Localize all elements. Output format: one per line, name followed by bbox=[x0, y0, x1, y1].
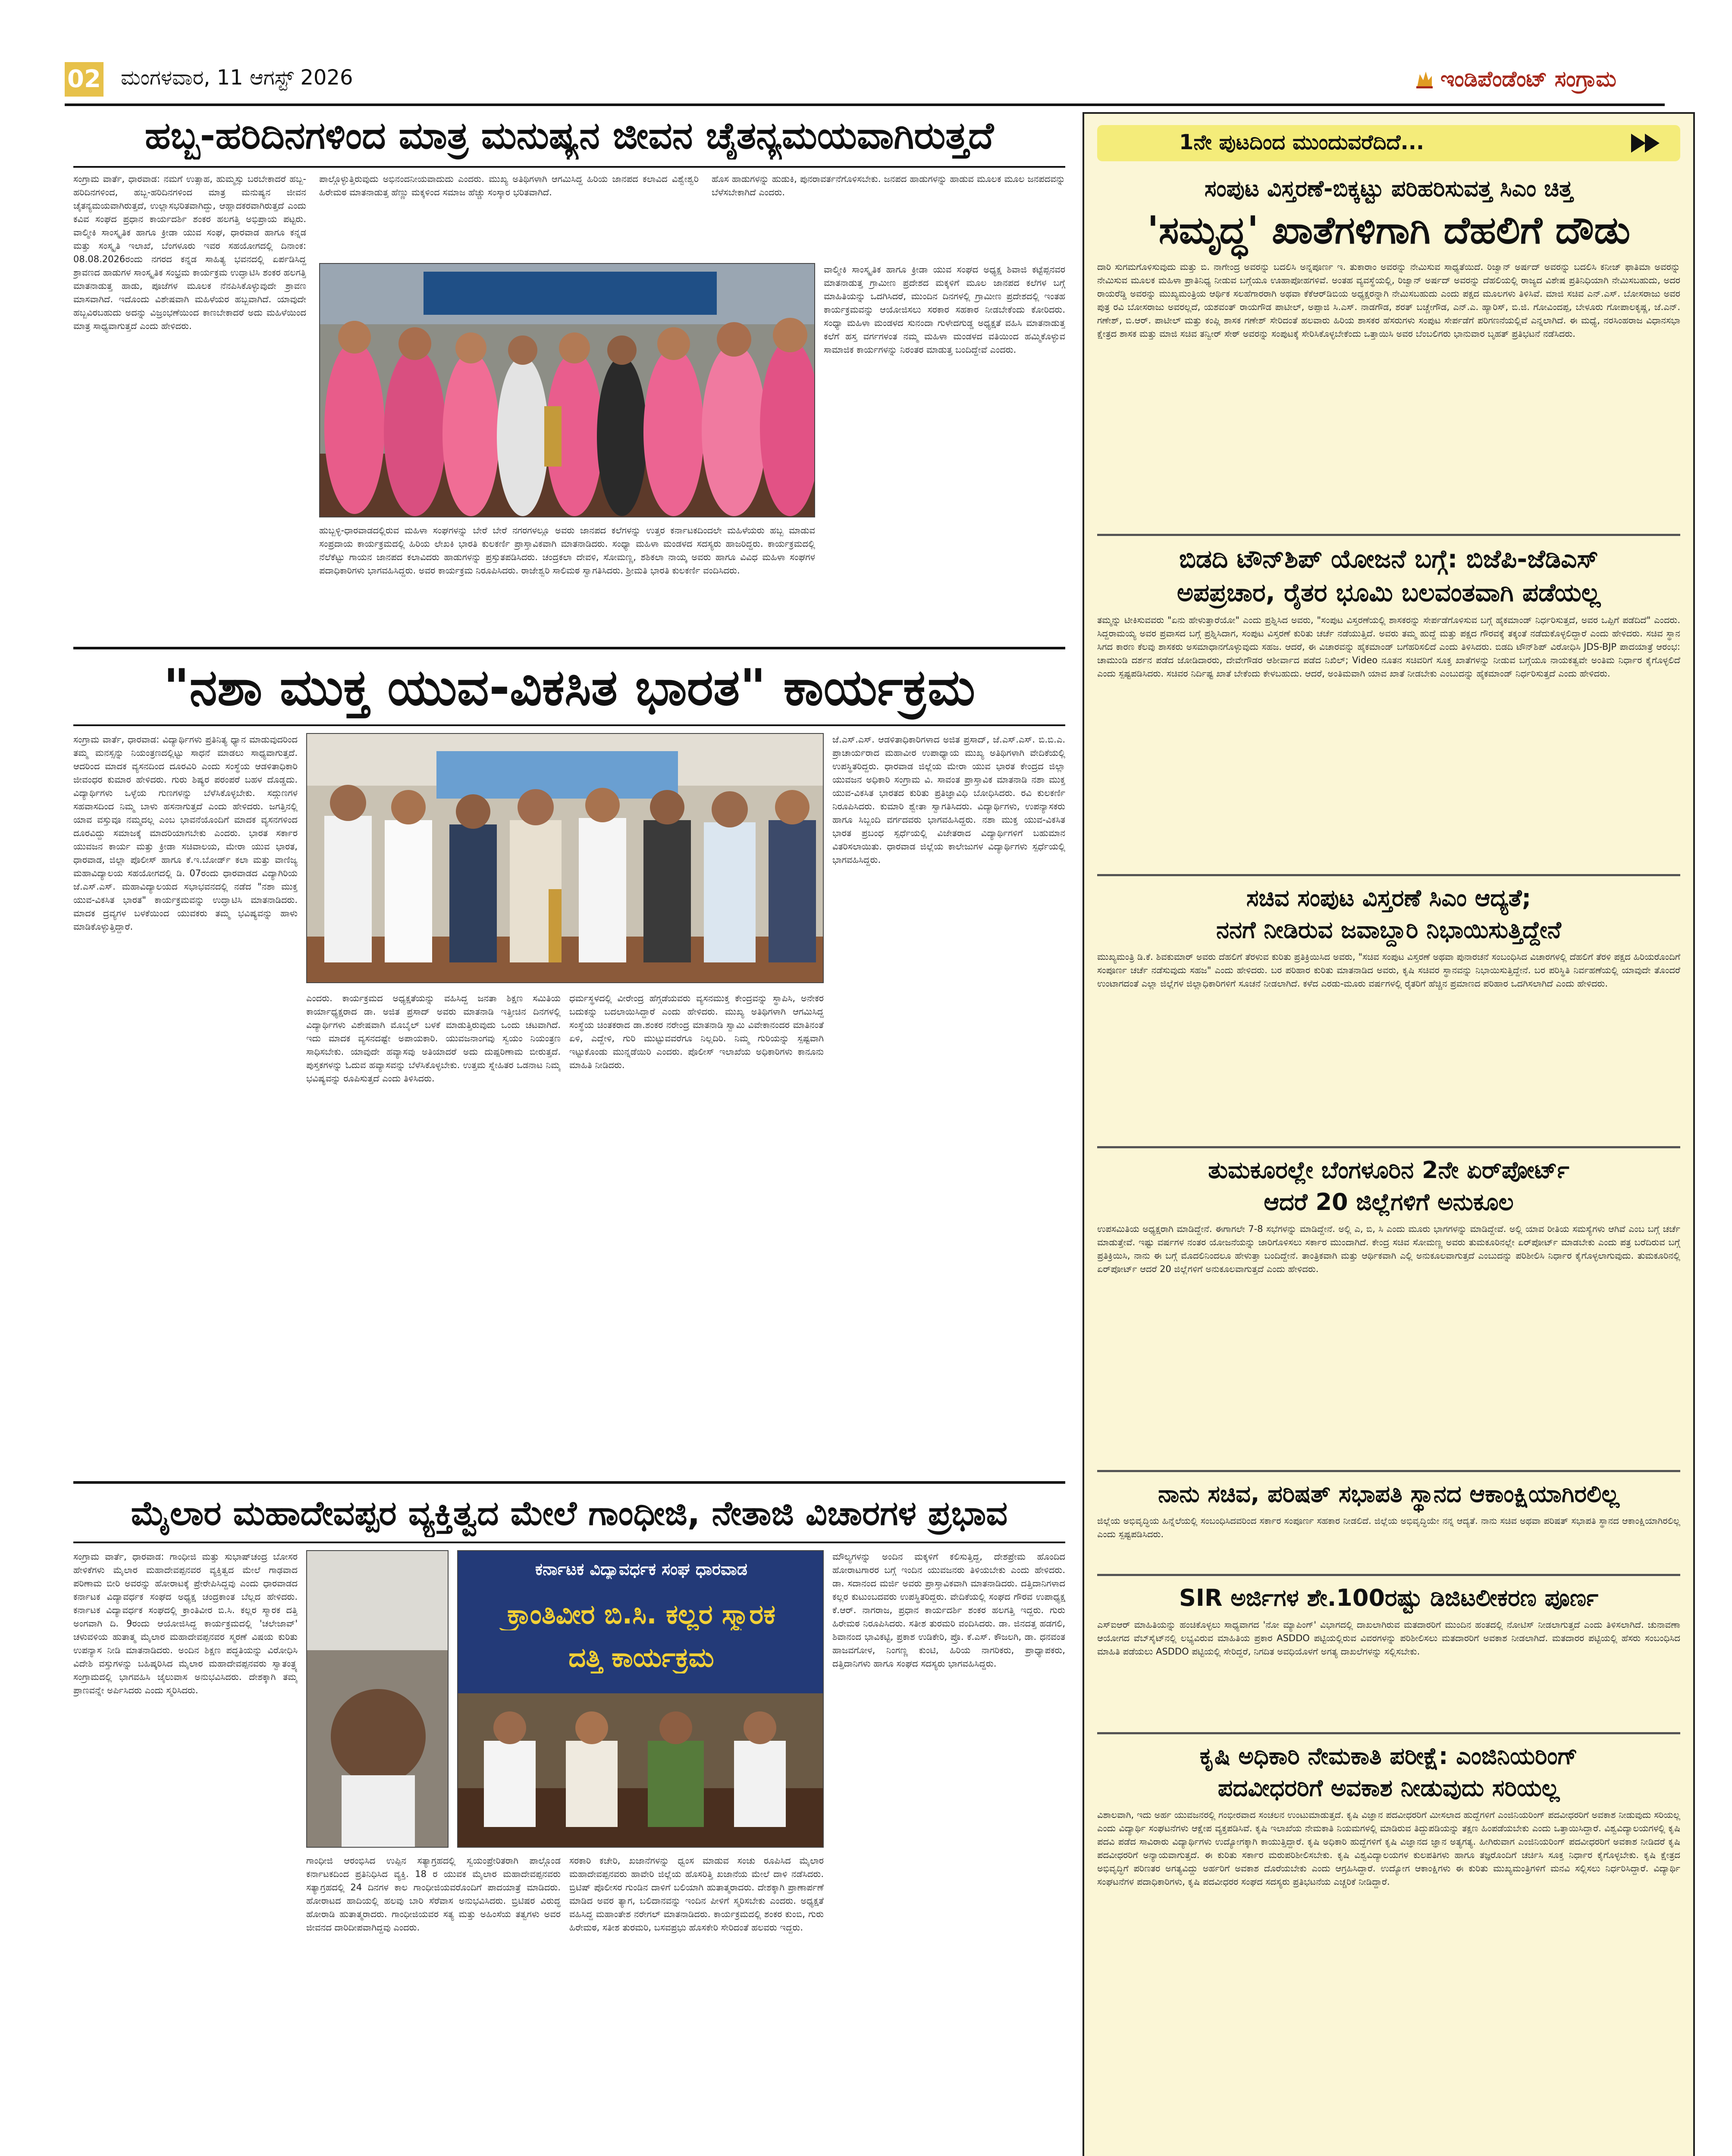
right-divider-6 bbox=[1097, 1732, 1680, 1734]
continue-arrow-icon bbox=[1628, 131, 1663, 157]
right-b5: ಜಿಲ್ಲೆಯ ಅಭಿವೃದ್ಧಿಯ ಹಿನ್ನೆಲೆಯಲ್ಲಿ ಸಂಬಂಧಿಸಿದವರಿಂದ ಸರ್ಕಾರ ಸಂಪೂರ್ಣ ಸಹಕಾರ ನೀಡಲಿದೆ. ಜಿಲ್ಲೆಯ ಅಭಿವೃದ್ಧಿಯೇ ನನ್ನ ಆದ್ಯತೆ. ನಾನು ಸಚಿವ ಅಥವಾ ಪರಿಷತ್ ಸಭಾಪತಿ ಸ್ಥಾನದ ಆಕಾಂಕ್ಷಿಯಾಗಿರಲಿಲ್ಲ ಎಂದು ಸ್ಪಷ್ಟಪಡಿಸಿದರು. bbox=[1097, 1516, 1680, 1539]
right-h7a: ಕೃಷಿ ಅಧಿಕಾರಿ ನೇಮಕಾತಿ ಪರೀಕ್ಷೆ: ಎಂಜಿನಿಯರಿಂಗ್ bbox=[1199, 1742, 1578, 1770]
right-h3a: ಸಚಿವ ಸಂಪುಟ ವಿಸ್ತರಣೆ ಸಿಎಂ ಆದ್ಯತೆ; bbox=[1246, 884, 1531, 912]
story2-col3: ಧರ್ಮಸ್ಥಳದಲ್ಲಿ ವೀರೇಂದ್ರ ಹೆಗ್ಗಡೆಯವರು ವ್ಯಸನಮುಕ್ತ ಕೇಂದ್ರವನ್ನು ಸ್ಥಾಪಿಸಿ, ಅನೇಕರ ಬದುಕನ್ನು ಬದಲಾಯಿಸಿದ್ದಾರೆ ಎಂದು ಹೇಳಿದರು. ಮುಖ್ಯ ಅತಿಥಿಗಳಾಗಿ ಆಗಮಿಸಿದ್ದ ಸಂಸ್ಥೆಯ ಚಿಂತಕರಾದ ಡಾ.ಶಂಕರ ನರೇಂದ್ರ ಮಾತನಾಡಿ ಸ್ವಾಮಿ ವಿವೇಕಾನಂದರ ಮಾತಿನಂತೆ ಏಳಿ, ಎದ್ದೇಳಿ, ಗುರಿ ಮುಟ್ಟುವವರೆಗೂ ನಿಲ್ಲದಿರಿ. ನಿಮ್ಮ ಗುರಿಯನ್ನು ಸ್ಪಷ್ಟವಾಗಿ ಇಟ್ಟುಕೊಂಡು ಮುನ್ನಡೆಯಿರಿ ಎಂದರು. ಪೊಲೀಸ್ ಇಲಾಖೆಯ ಅಧಿಕಾರಿಗಳು ಕಾನೂನು ಮಾಹಿತಿ ನೀಡಿದರು. bbox=[569, 993, 824, 1070]
story2-col4: ಜೆ.ಎಸ್.ಎಸ್. ಆಡಳಿತಾಧಿಕಾರಿಗಳಾದ ಅಜಿತ ಪ್ರಸಾದ್, ಜೆ.ಎಸ್.ಎಸ್. ಬಿ.ಬಿ.ಎ. ಪ್ರಾಚಾರ್ಯರಾದ ಮಹಾವೀರ ಉಪಾಧ್ಯಾಯ ಮುಖ್ಯ ಅತಿಥಿಗಳಾಗಿ ವೇದಿಕೆಯಲ್ಲಿ ಉಪಸ್ಥಿತರಿದ್ದರು. ಧಾರವಾಡ ಜಿಲ್ಲೆಯ ಮೇರಾ ಯುವ ಭಾರತ ಕೇಂದ್ರದ ಜಿಲ್ಲಾ ಯುವಜನ ಅಧಿಕಾರಿ ಸಂಗ್ರಾಮ ವಿ. ಸಾವಂತ ಪ್ರಾಸ್ತಾವಿಕ ಮಾತನಾಡಿ ನಶಾ ಮುಕ್ತ ಯುವ-ವಿಕಸಿತ ಭಾರತದ ಕುರಿತು ಪ್ರತಿಜ್ಞಾವಿಧಿ ಬೋಧಿಸಿದರು. ರವಿ ಕುಲಕರ್ಣಿ ನಿರೂಪಿಸಿದರು. ಕುಮಾರಿ ಶ್ವೇತಾ ಸ್ವಾಗತಿಸಿದರು. ವಿದ್ಯಾರ್ಥಿಗಳು, ಉಪನ್ಯಾಸಕರು ಹಾಗೂ ಸಿಬ್ಬಂದಿ ವರ್ಗದವರು ಭಾಗವಹಿಸಿದ್ದರು. ನಶಾ ಮುಕ್ತ ಯುವ-ವಿಕಸಿತ ಭಾರತ ಪ್ರಬಂಧ ಸ್ಪರ್ಧೆಯಲ್ಲಿ ವಿಜೇತರಾದ ವಿದ್ಯಾರ್ಥಿಗಳಿಗೆ ಬಹುಮಾನ ವಿತರಿಸಲಾಯಿತು. ಧಾರವಾಡ ಜಿಲ್ಲೆಯ ಕಾಲೇಜುಗಳ ವಿದ್ಯಾರ್ಥಿಗಳು ಸ್ಪರ್ಧೆಯಲ್ಲಿ ಭಾಗವಹಿಸಿದ್ದರು. bbox=[832, 734, 1065, 865]
right-h7b: ಪದವೀಧರರಿಗೆ ಅವಕಾಶ ನೀಡುವುದು ಸರಿಯಲ್ಲ bbox=[1217, 1774, 1560, 1802]
right-h1a: ಸಂಪುಟ ವಿಸ್ತರಣೆ-ಬಿಕ್ಕಟ್ಟು ಪರಿಹರಿಸುವತ್ತ ಸಿಎಂ ಚಿತ್ತ bbox=[1204, 176, 1573, 202]
story1-headline: ಹಬ್ಬ-ಹರಿದಿನಗಳಿಂದ ಮಾತ್ರ ಮನುಷ್ಯನ ಜೀವನ ಚೈತನ್ಯಮಯವಾಗಿರುತ್ತದೆ bbox=[144, 114, 994, 157]
story2-col1: ಸಂಗ್ರಾಮ ವಾರ್ತೆ, ಧಾರವಾಡ: ವಿದ್ಯಾರ್ಥಿಗಳು ಪ್ರತಿನಿತ್ಯ ಧ್ಯಾನ ಮಾಡುವುದರಿಂದ ತಮ್ಮ ಮನಸ್ಸನ್ನು ನಿಯಂತ್ರಣದಲ್ಲಿಟ್ಟು ಸಾಧನೆ ಮಾಡಲು ಸಾಧ್ಯವಾಗುತ್ತದೆ. ಆದರಿಂದ ಮಾದಕ ವ್ಯಸನದಿಂದ ದೂರವಿರಿ ಎಂದು ಸಂಸ್ಥೆಯ ಆಡಳಿತಾಧಿಕಾರಿ ಜೀವಂಧರ ಕುಮಾರ ಹೇಳಿದರು. ಗುರು ಶಿಷ್ಯರ ಪರಂಪರೆ ಬಹಳ ದೊಡ್ಡದು. ವಿದ್ಯಾರ್ಥಿಗಳು ಒಳ್ಳೆಯ ಗುಣಗಳನ್ನು ಬೆಳೆಸಿಕೊಳ್ಳಬೇಕು. ಸದ್ಗುಣಗಳ ಸಹವಾಸದಿಂದ ನಿಮ್ಮ ಬಾಳು ಹಸನಾಗುತ್ತದೆ ಎಂದು ಹೇಳಿದರು. ಜಗತ್ತಿನಲ್ಲಿ ಯಾವ ವಸ್ತುವೂ ನಮ್ಮದಲ್ಲ ಎಂಬ ಭಾವನೆಯೊಂದಿಗೆ ಮಾದಕ ವ್ಯಸನಗಳಿಂದ ದೂರವಿದ್ದು ಸಮಾಜಕ್ಕೆ ಮಾದರಿಯಾಗಬೇಕು ಎಂದರು. ಭಾರತ ಸರ್ಕಾರ ಯುವಜನ ಕಾರ್ಯ ಮತ್ತು ಕ್ರೀಡಾ ಸಚಿವಾಲಯ, ಮೇರಾ ಯುವ ಭಾರತ, ಧಾರವಾಡ, ಜಿಲ್ಲಾ ಪೊಲೀಸ್ ಹಾಗೂ ಕೆ.ಇ.ಬೋರ್ಡ್ ಕಲಾ ಮತ್ತು ವಾಣಿಜ್ಯ ಮಹಾವಿದ್ಯಾಲಯ ಸಹಯೋಗದಲ್ಲಿ ಡಿ. 07ರಂದು ಧಾರವಾಡದ ವಿದ್ಯಾಗಿರಿಯ ಜೆ.ಎಸ್.ಎಸ್. ಮಹಾವಿದ್ಯಾಲಯದ ಸಭಾಭವನದಲ್ಲಿ ನಡೆದ "ನಶಾ ಮುಕ್ತ ಯುವ-ವಿಕಸಿತ ಭಾರತ" ಕಾರ್ಯಕ್ರಮವನ್ನು ಉದ್ಘಾಟಿಸಿ ಮಾತನಾಡಿದರು. ಮಾದಕ ದ್ರವ್ಯಗಳ ಬಳಕೆಯಿಂದ ಯುವಕರು ತಮ್ಮ ಭವಿಷ್ಯವನ್ನು ಹಾಳು ಮಾಡಿಕೊಳ್ಳುತ್ತಿದ್ದಾರೆ. bbox=[73, 734, 298, 932]
right-b4: ಉಪಸಮಿತಿಯ ಅಧ್ಯಕ್ಷರಾಗಿ ಮಾಡಿದ್ದೇನೆ. ಈಗಾಗಲೇ 7-8 ಸಭೆಗಳನ್ನು ಮಾಡಿದ್ದೇನೆ. ಅಲ್ಲಿ ಎ, ಬಿ, ಸಿ ಎಂದು ಮೂರು ಭಾಗಗಳನ್ನು ಮಾಡಿದ್ದೇವೆ. ಅಲ್ಲಿ ಯಾವ ರೀತಿಯ ಸಮಸ್ಯೆಗಳು ಆಗಿವೆ ಎಂಬ ಬಗ್ಗೆ ಚರ್ಚೆ ಮಾಡುತ್ತೇವೆ. ಇಷ್ಟು ವರ್ಷಗಳ ನಂತರ ಯೋಜನೆಯನ್ನು ಜಾರಿಗೊಳಿಸಲು ಸರ್ಕಾರ ಮುಂದಾಗಿದೆ. ಕೇಂದ್ರ ಸಚಿವ ಸೋಮಣ್ಣ ಅವರು ತುಮಕೂರಿನಲ್ಲೇ ಏರ್‌ಪೋರ್ಟ್ ಮಾಡಬೇಕು ಎಂದು ಪತ್ರ ಬರೆದಿರುವ ಬಗ್ಗೆ ಪ್ರತಿಕ್ರಿಯಿಸಿ, ನಾನು ಈ ಬಗ್ಗೆ ಮೊದಲಿನಿಂದಲೂ ಹೇಳುತ್ತಾ ಬಂದಿದ್ದೇನೆ. ತಾಂತ್ರಿಕವಾಗಿ ಮತ್ತು ಆರ್ಥಿಕವಾಗಿ ಎಲ್ಲಿ ಅನುಕೂಲವಾಗುತ್ತದೆ ಎಂಬುದನ್ನು ಪರಿಶೀಲಿಸಿ ನಿರ್ಧಾರ ಕೈಗೊಳ್ಳಲಾಗುವುದು. ತುಮಕೂರಿನಲ್ಲಿ ಏರ್‌ಪೋರ್ಟ್ ಆದರೆ 20 ಜಿಲ್ಲೆಗಳಿಗೆ ಅನುಕೂಲವಾಗುತ್ತದೆ ಎಂದು ಹೇಳಿದರು. bbox=[1097, 1224, 1680, 1274]
right-divider-2 bbox=[1097, 874, 1680, 876]
right-divider-3 bbox=[1097, 1146, 1680, 1148]
story1-right-col: ವಾಲ್ಮೀಕಿ ಸಾಂಸ್ಕೃತಿಕ ಹಾಗೂ ಕ್ರೀಡಾ ಯುವ ಸಂಘದ ಅಧ್ಯಕ್ಷ ಶಿವಾಜಿ ಕಟ್ಟೆಪ್ಪನವರ ಮಾತನಾಡುತ್ತ ಗ್ರಾಮೀಣ ಪ್ರದೇಶದ ಮಕ್ಕಳಿಗೆ ಮೂಲ ಜಾನಪದ ಕಲೆಗಳ ಬಗ್ಗೆ ಮಾಹಿತಿಯನ್ನು ಒದಗಿಸಿದರೆ, ಮುಂದಿನ ದಿನಗಳಲ್ಲಿ ಗ್ರಾಮೀಣ ಪ್ರದೇಶದಲ್ಲಿ ಇಂತಹ ಕಾರ್ಯಕ್ರಮವನ್ನು ಆಯೋಜಿಸಲು ಸರಕಾರ ಸಹಕಾರ ನೀಡಬೇಕೆಂದು ಕೋರಿದರು. ಸಂಧ್ಯಾ ಮಹಿಳಾ ಮಂಡಳದ ಸುನಂದಾ ಗುಳೇದಗುಡ್ಡ ಅಧ್ಯಕ್ಷತೆ ವಹಿಸಿ ಮಾತನಾಡುತ್ತ ಕಲೆಗೆ ಹಸ್ತ ವರ್ಗಗಳಂತ ನಮ್ಮ ಮಹಿಳಾ ಮಂಡಳದ ವತಿಯಿಂದ ಹಮ್ಮಿಕೊಳ್ಳುವ ಸಾಮಾಜಿಕ ಕಾರ್ಯಗಳನ್ನು ನಿರಂತರ ಮಾಡುತ್ತ ಬಂದಿದ್ದೇವೆ ಎಂದರು. bbox=[824, 264, 1065, 355]
right-b1: ದಾರಿ ಸುಗಮಗೊಳಿಸುವುದು ಮತ್ತು ಬಿ. ನಾಗೇಂದ್ರ ಅವರನ್ನು ಬದಲಿಸಿ ಅನ್ನಪೂರ್ಣ ಇ. ತುಕಾರಾಂ ಅವರನ್ನು ನೇಮಿಸುವ ಸಾಧ್ಯತೆಯಿದೆ. ರಿಜ್ವಾನ್ ಅರ್ಷದ್ ಅವರನ್ನು ಬದಲಿಸಿ ಕನೀಜ್ ಫಾತಿಮಾ ಅವರನ್ನು ನೇಮಿಸುವ ಮೂಲಕ ಮಹಿಳಾ ಪ್ರಾತಿನಿಧ್ಯ ನೀಡುವ ಬಗ್ಗೆಯೂ ಊಹಾಪೋಹಗಳಿವೆ. ಅಂತಹ ವ್ಯವಸ್ಥೆಯಲ್ಲಿ, ರಿಜ್ವಾನ್ ಅರ್ಷದ್ ಅವರನ್ನು ದೆಹಲಿಯಲ್ಲಿ ರಾಜ್ಯದ ವಿಶೇಷ ಪ್ರತಿನಿಧಿಯಾಗಿ ನೇಮಿಸಬಹುದು, ಅದರ ರಾಯರೆಡ್ಡಿ ಅವರನ್ನು ಮುಖ್ಯಮಂತ್ರಿಯ ಆರ್ಥಿಕ ಸಲಹೆಗಾರರಾಗಿ ಅಥವಾ ಕೆಕೆಆರ್‌ಡಿಬಿಯ ಅಧ್ಯಕ್ಷರನ್ನಾಗಿ ನೇಮಿಸಬಹುದು ಎಂದು ಪಕ್ಷದ ಮೂಲಗಳು ತಿಳಿಸಿವೆ. ಮಾಜಿ ಸಚಿವ ಎನ್.ಎಸ್. ಬೋಸರಾಜು ಅವರ ಪುತ್ರ ರವಿ ಬೋಸರಾಜು ಅವರಲ್ಲದೆ, ಯಶವಂತ್ ರಾಯಗೌಡ ಪಾಟೀಲ್, ಅಪ್ಪಾಜಿ ಸಿ.ಎಸ್. ನಾಡಗೌಡ, ಶರತ್ ಬಚ್ಚೇಗೌಡ, ಎನ್.ಎ. ಹ್ಯಾರಿಸ್, ಬಿ.ಜಿ. ಗೋವಿಂದಪ್ಪ, ಬೇಳೂರು ಗೋಪಾಲಕೃಷ್ಣ, ಜೆ.ಎನ್. ಗಣೇಶ್, ಬಿ.ಆರ್. ಪಾಟೀಲ್ ಮತ್ತು ಕಂಪ್ಲಿ ಶಾಸಕ ಗಣೇಶ್ ಸೇರಿದಂತೆ ಹಲವಾರು ಹಿರಿಯ ಶಾಸಕರ ಹೆಸರುಗಳು ಸಂಪುಟ ಸೇರ್ಪಡೆಗೆ ಪರಿಗಣನೆಯಲ್ಲಿವೆ ಎನ್ನಲಾಗಿದೆ. ಈ ಮಧ್ಯೆ, ನರಸಿಂಹರಾಜ ವಿಧಾನಸಭಾ ಕ್ಷೇತ್ರದ ಶಾಸಕ ಮತ್ತು ಮಾಜಿ ಸಚಿವ ತನ್ವೀರ್ ಸೇಠ್ ಅವರನ್ನು ಸಂಪುಟಕ್ಕೆ ಸೇರಿಸಿಕೊಳ್ಳಬೇಕೆಂದು ಒತ್ತಾಯಿಸಿ ಅವರ ಬೆಂಬಲಿಗರು ಭಾನುವಾರ ಬೃಹತ್ ಪ್ರತಿಭಟನೆ ನಡೆಸಿದರು. bbox=[1097, 262, 1680, 339]
story1-col1: ಸಂಗ್ರಾಮ ವಾರ್ತೆ, ಧಾರವಾಡ: ನಮಗೆ ಉತ್ಸಾಹ, ಹುಮ್ಮಸ್ಸು ಬರಬೇಕಾದರೆ ಹಬ್ಬ-ಹರಿದಿನಗಳಿಂದ, ಹಬ್ಬ-ಹರಿದಿನಗಳಿಂದ ಮಾತ್ರ ಮನುಷ್ಯನ ಜೀವನ ಚೈತನ್ಯಮಯವಾಗಿರುತ್ತದೆ, ಉಲ್ಲಾಸಭರಿತವಾಗಿದ್ದು, ಆಹ್ಲಾದಕರವಾಗಿರುತ್ತದೆ ಎಂದು ಕವಿವ ಸಂಘದ ಪ್ರಧಾನ ಕಾರ್ಯದರ್ಶಿ ಶಂಕರ ಹಲಗತ್ತಿ ಅಭಿಪ್ರಾಯ ಪಟ್ಟರು. ವಾಲ್ಮೀಕಿ ಸಾಂಸ್ಕೃತಿಕ ಹಾಗೂ ಕ್ರೀಡಾ ಯುವ ಸಂಘ, ಧಾರವಾಡ ಹಾಗೂ ಕನ್ನಡ ಮತ್ತು ಸಂಸ್ಕೃತಿ ಇಲಾಖೆ, ಬೆಂಗಳೂರು ಇವರ ಸಹಯೋಗದಲ್ಲಿ ದಿನಾಂಕ: 08.08.2026ರಂದು ನಗರದ ಕನ್ನಡ ಸಾಹಿತ್ಯ ಭವನದಲ್ಲಿ ಏರ್ಪಡಿಸಿದ್ದ ಶ್ರಾವಣದ ಹಾಡುಗಳ ಸಾಂಸ್ಕೃತಿಕ ಸಂಭ್ರಮ ಕಾರ್ಯಕ್ರಮ ಉದ್ಘಾಟಿಸಿ ಶಂಕರ ಹಲಗತ್ತಿ ಮಾತನಾಡುತ್ತ ಹಾಡು, ಪೂಜೆಗಳ ಮೂಲಕ ನೆನಪಿಸಿಕೊಳ್ಳುವುದೇ ಶ್ರಾವಣ ಮಾಸವಾಗಿದೆ. ಇದೊಂದು ವಿಶೇಷವಾಗಿ ಮಹಿಳೆಯರ ಹಬ್ಬವಾಗಿದೆ. ಯಾವುದೇ ಹಬ್ಬವಿರಬಹುದು ಅದನ್ನು ವಿಜ್ರಂಭಣೆಯಿಂದ ಕಾಣಬೇಕಾದರೆ ಅದು ಮಹಿಳೆಯಿಂದ ಮಾತ್ರ ಸಾಧ್ಯವಾಗುತ್ತದೆ ಎಂದು ಹೇಳಿದರು. bbox=[73, 174, 306, 331]
story2-col2: ಎಂದರು. ಕಾರ್ಯಕ್ರಮದ ಅಧ್ಯಕ್ಷತೆಯನ್ನು ವಹಿಸಿದ್ದ ಜನತಾ ಶಿಕ್ಷಣ ಸಮಿತಿಯ ಕಾರ್ಯಾಧ್ಯಕ್ಷರಾದ ಡಾ. ಅಜಿತ ಪ್ರಸಾದ್ ಅವರು ಮಾತನಾಡಿ ಇತ್ತೀಚಿನ ದಿನಗಳಲ್ಲಿ ವಿದ್ಯಾರ್ಥಿಗಳು ವಿಶೇಷವಾಗಿ ಮೊಬೈಲ್ ಬಳಕೆ ಮಾಡುತ್ತಿರುವುದು ಒಂದು ಚಟವಾಗಿದೆ. ಇದು ಮಾದಕ ವ್ಯಸನದಷ್ಟೇ ಅಪಾಯಕಾರಿ. ಯುವಜನಾಂಗವು ಸ್ವಯಂ ನಿಯಂತ್ರಣ ಸಾಧಿಸಬೇಕು. ಯಾವುದೇ ಹವ್ಯಾಸವು ಅತಿಯಾದರೆ ಅದು ದುಷ್ಪರಿಣಾಮ ಬೀರುತ್ತದೆ. ಪುಸ್ತಕಗಳನ್ನು ಓದುವ ಹವ್ಯಾಸವನ್ನು ಬೆಳೆಸಿಕೊಳ್ಳಬೇಕು. ಉತ್ತಮ ಸ್ನೇಹಿತರ ಒಡನಾಟ ನಿಮ್ಮ ಭವಿಷ್ಯವನ್ನು ರೂಪಿಸುತ್ತದೆ ಎಂದು ತಿಳಿಸಿದರು. bbox=[306, 993, 561, 1084]
story3-col3: ಸರಕಾರಿ ಕಚೇರಿ, ಖಜಾನೆಗಳನ್ನು ಧ್ವಂಸ ಮಾಡುವ ಸಂಚು ರೂಪಿಸಿದ ಮೈಲಾರ ಮಹಾದೇವಪ್ಪನವರು ಹಾವೇರಿ ಜಿಲ್ಲೆಯ ಹೊಸರಿತ್ತಿ ಖಜಾನೆಯ ಮೇಲೆ ದಾಳಿ ನಡೆಸಿದರು. ಬ್ರಿಟಿಷ್ ಪೊಲೀಸರ ಗುಂಡಿನ ದಾಳಿಗೆ ಬಲಿಯಾಗಿ ಹುತಾತ್ಮರಾದರು. ದೇಶಕ್ಕಾಗಿ ಪ್ರಾಣಾರ್ಪಣೆ ಮಾಡಿದ ಅವರ ತ್ಯಾಗ, ಬಲಿದಾನವನ್ನು ಇಂದಿನ ಪೀಳಿಗೆ ಸ್ಮರಿಸಬೇಕು ಎಂದರು. ಅಧ್ಯಕ್ಷತೆ ವಹಿಸಿದ್ದ ಮಹಾಂತೇಶ ನರೇಗಲ್ ಮಾತನಾಡಿದರು. ಕಾರ್ಯಕ್ರಮದಲ್ಲಿ ಶಂಕರ ಕುಂಬಿ, ಗುರು ಹಿರೇಮಠ, ಸತೀಶ ತುರಮರಿ, ಬಸವಪ್ರಭು ಹೊಸಕೇರಿ ಸೇರಿದಂತೆ ಹಲವರು ಇದ್ದರು. bbox=[569, 1855, 824, 1933]
right-b7: ವಿಶಾಲವಾಗಿ, ಇದು ಅರ್ಹ ಯುವಜನರಲ್ಲಿ ಗಂಭೀರವಾದ ಸಂಚಲನ ಉಂಟುಮಾಡುತ್ತದೆ. ಕೃಷಿ ವಿಜ್ಞಾನ ಪದವೀಧರರಿಗೆ ಮೀಸಲಾದ ಹುದ್ದೆಗಳಿಗೆ ಎಂಜಿನಿಯರಿಂಗ್ ಪದವೀಧರರಿಗೆ ಅವಕಾಶ ನೀಡುವುದು ಸರಿಯಲ್ಲ ಎಂದು ವಿದ್ಯಾರ್ಥಿ ಸಂಘಟನೆಗಳು ಆಕ್ಷೇಪ ವ್ಯಕ್ತಪಡಿಸಿವೆ. ಕೃಷಿ ಇಲಾಖೆಯ ನೇಮಕಾತಿ ನಿಯಮಗಳಲ್ಲಿ ಮಾಡಿರುವ ತಿದ್ದುಪಡಿಯನ್ನು ತಕ್ಷಣ ಹಿಂಪಡೆಯಬೇಕು ಎಂದು ಒತ್ತಾಯಿಸಿದ್ದಾರೆ. ವಿಶ್ವವಿದ್ಯಾಲಯಗಳಲ್ಲಿ ಕೃಷಿ ಪದವಿ ಪಡೆದ ಸಾವಿರಾರು ವಿದ್ಯಾರ್ಥಿಗಳು ಉದ್ಯೋಗಕ್ಕಾಗಿ ಕಾಯುತ್ತಿದ್ದಾರೆ. ಕೃಷಿ ಅಧಿಕಾರಿ ಹುದ್ದೆಗಳಿಗೆ ಕೃಷಿ ವಿಜ್ಞಾನದ ಜ್ಞಾನ ಅತ್ಯಗತ್ಯ. ಹೀಗಿರುವಾಗ ಎಂಜಿನಿಯರಿಂಗ್ ಪದವೀಧರರಿಗೆ ಅವಕಾಶ ನೀಡಿದರೆ ಕೃಷಿ ಪದವೀಧರರಿಗೆ ಅನ್ಯಾಯವಾಗುತ್ತದೆ. ಈ ಕುರಿತು ಸರ್ಕಾರ ಮರುಪರಿಶೀಲಿಸಬೇಕು. ಕೃಷಿ ವಿಶ್ವವಿದ್ಯಾಲಯಗಳ ಕುಲಪತಿಗಳು ಹಾಗೂ ತಜ್ಞರೊಂದಿಗೆ ಚರ್ಚಿಸಿ ಸೂಕ್ತ ನಿರ್ಧಾರ ಕೈಗೊಳ್ಳಬೇಕು. ಕೃಷಿ ಕ್ಷೇತ್ರದ ಅಭಿವೃದ್ಧಿಗೆ ಪರಿಣತರ ಅಗತ್ಯವಿದ್ದು ಅರ್ಹರಿಗೆ ಅವಕಾಶ ದೊರೆಯಬೇಕು ಎಂದು ಆಗ್ರಹಿಸಿದ್ದಾರೆ. ಉದ್ಯೋಗ ಆಕಾಂಕ್ಷಿಗಳು ಈ ಕುರಿತು ಮುಖ್ಯಮಂತ್ರಿಗಳಿಗೆ ಮನವಿ ಸಲ್ಲಿಸಲು ನಿರ್ಧರಿಸಿದ್ದಾರೆ. ವಿದ್ಯಾರ್ಥಿ ಸಂಘಟನೆಗಳ ಪದಾಧಿಕಾರಿಗಳು, ಕೃಷಿ ಪದವೀಧರರ ಸಂಘದ ಸದಸ್ಯರು ಪ್ರತಿಭಟನೆಯ ಎಚ್ಚರಿಕೆ ನೀಡಿದ್ದಾರೆ. bbox=[1097, 1810, 1680, 1887]
right-h4b: ಆದರೆ 20 ಜಿಲ್ಲೆಗಳಿಗೆ ಅನುಕೂಲ bbox=[1264, 1188, 1514, 1216]
story3-col4: ಮೌಲ್ಯಗಳನ್ನು ಅಂದಿನ ಮಕ್ಕಳಿಗೆ ಕಲಿಸುತ್ತಿದ್ದ, ದೇಶಪ್ರೇಮ ಹೊಂದಿದ ಹೋರಾಟಗಾರರ ಬಗ್ಗೆ ಇಂದಿನ ಯುವಜನರು ತಿಳಿಯಬೇಕು ಎಂದು ಹೇಳಿದರು. ಡಾ. ಸದಾನಂದ ಮರ್ಜಿ ಅವರು ಪ್ರಾಸ್ತಾವಿಕವಾಗಿ ಮಾತನಾಡಿದರು. ದತ್ತಿದಾನಿಗಳಾದ ಕಲ್ಲರ ಕುಟುಂಬದವರು ಉಪಸ್ಥಿತರಿದ್ದರು. ವೇದಿಕೆಯಲ್ಲಿ ಸಂಘದ ಗೌರವ ಉಪಾಧ್ಯಕ್ಷ ಕೆ.ಆರ್. ನಾಗರಾಜ, ಪ್ರಧಾನ ಕಾರ್ಯದರ್ಶಿ ಶಂಕರ ಹಲಗತ್ತಿ ಇದ್ದರು. ಗುರು ಹಿರೇಮಠ ನಿರೂಪಿಸಿದರು. ಸತೀಶ ತುರಮರಿ ವಂದಿಸಿದರು. ಡಾ. ಜಿನದತ್ತ ಹಡಗಲಿ, ಶಿವಾನಂದ ಭಾವಿಕಟ್ಟಿ, ಪ್ರಕಾಶ ಉಡಿಕೇರಿ, ಪ್ರೊ. ಕೆ.ಎಸ್. ಕೌಜಲಗಿ, ಡಾ. ಧನವಂತ ಹಾಜವಗೋಳ, ನಿಂಗಣ್ಣ ಕುಂಟಿ, ಹಿರಿಯ ನಾಗರಿಕರು, ಪ್ರಾಧ್ಯಾಪಕರು, ದತ್ತಿದಾನಿಗಳು ಹಾಗೂ ಸಂಘದ ಸದಸ್ಯರು ಭಾಗವಹಿಸಿದ್ದರು. bbox=[832, 1551, 1065, 1669]
right-divider-4 bbox=[1097, 1470, 1680, 1472]
continued-label: 1ನೇ ಪುಟದಿಂದ ಮುಂದುವರೆದಿದೆ... bbox=[1179, 130, 1425, 154]
right-b2: ತಮ್ಮನ್ನು ಟೀಕಿಸುವವರು "ಏನು ಹೇಳುತ್ತಾರೆಯೋ" ಎಂದು ಪ್ರಶ್ನಿಸಿದ ಅವರು, "ಸಂಪುಟ ವಿಸ್ತರಣೆಯಲ್ಲಿ ಶಾಸಕರನ್ನು ಸೇರ್ಪಡೆಗೊಳಿಸುವ ಬಗ್ಗೆ ಹೈಕಮಾಂಡ್ ನಿರ್ಧರಿಸುತ್ತದೆ, ಅವರ ಒಪ್ಪಿಗೆ ಪಡೆದಿದೆ" ಎಂದರು. ಸಿದ್ದರಾಮಯ್ಯ ಅವರ ಪ್ರವಾಸದ ಬಗ್ಗೆ ಪ್ರಶ್ನಿಸಿದಾಗ, ಸಂಪುಟ ವಿಸ್ತರಣೆ ಕುರಿತು ಚರ್ಚೆ ನಡೆಯುತ್ತಿದೆ. ಅವರು ತಮ್ಮ ಹುದ್ದೆ ಮತ್ತು ಪಕ್ಷದ ಗೌರವಕ್ಕೆ ತಕ್ಕಂತೆ ನಡೆದುಕೊಳ್ಳಲಿದ್ದಾರೆ ಎಂದು ಹೇಳಿದರು. ಸಚಿವ ಸ್ಥಾನ ಸಿಗದ ಕಾರಣ ಕೆಲವು ಶಾಸಕರು ಅಸಮಾಧಾನಗೊಳ್ಳುವುದು ಸಹಜ. ಆದರೆ, ಈ ವಿಚಾರವನ್ನು ಹೈಕಮಾಂಡ್ ಬಗೆಹರಿಸಲಿದೆ ಎಂದು ತಿಳಿಸಿದರು. ಬಿಡದಿ ಟೌನ್‌ಶಿಪ್ ವಿರೋಧಿಸಿ JDS-BJP ಪಾದಯಾತ್ರೆ ಆರಂಭ: ಚಾಮುಂಡಿ ದರ್ಶನ ಪಡೆದ ಜೋಡಿದಾರರು, ದೇವೇಗೌಡರ ಆಶೀರ್ವಾದ ಪಡೆದ ನಿಖಿಲ್; Video ನೂತನ ಸಚಿವರಿಗೆ ಸೂಕ್ತ ಖಾತೆಗಳನ್ನು ನೀಡುವ ಬಗ್ಗೆಯೂ ನಾಯಕತ್ವವೇ ಅಂತಿಮ ನಿರ್ಧಾರ ಕೈಗೊಳ್ಳಲಿದೆ ಎಂದು ಸ್ಪಷ್ಟಪಡಿಸಿದರು. ಸಚಿವರ ನಿರ್ದಿಷ್ಟ ಖಾತೆ ಬೇಕೆಂದು ಕೇಳಬಹುದು. ಆದರೆ, ಅಂತಿಮವಾಗಿ ಯಾವ ಖಾತೆ ನೀಡಬೇಕು ಎಂಬುದನ್ನು ಹೈಕಮಾಂಡ್ ನಿರ್ಧರಿಸುತ್ತದೆ ಎಂದು ಹೇಳಿದರು. bbox=[1097, 615, 1680, 679]
continued-banner bbox=[1097, 125, 1680, 161]
right-column bbox=[1082, 112, 1695, 2156]
right-h3b: ನನಗೆ ನೀಡಿರುವ ಜವಾಬ್ದಾರಿ ನಿಭಾಯಿಸುತ್ತಿದ್ದೇನೆ bbox=[1216, 916, 1561, 943]
right-b3: ಮುಖ್ಯಮಂತ್ರಿ ಡಿ.ಕೆ. ಶಿವಕುಮಾರ್ ಅವರು ದೆಹಲಿಗೆ ತೆರಳುವ ಕುರಿತು ಪ್ರತಿಕ್ರಿಯಿಸಿದ ಅವರು, "ಸಚಿವ ಸಂಪುಟ ವಿಸ್ತರಣೆ ಅಥವಾ ಪುನಾರಚನೆ ಸಂಬಂಧಿಸಿದ ವಿಚಾರಗಳಲ್ಲಿ ದೆಹಲಿಗೆ ತೆರಳಿ ಪಕ್ಷದ ಹಿರಿಯರೊಂದಿಗೆ ಸಂಪೂರ್ಣ ಚರ್ಚೆ ನಡೆಸುವುದು ಸಹಜ" ಎಂದು ಹೇಳಿದರು. ಬರ ಪರಿಹಾರ ಕುರಿತು ಮಾತನಾಡಿದ ಅವರು, ಕೃಷಿ ಸಚಿವರ ಸ್ಥಾನವನ್ನು ನಿಭಾಯಿಸುತ್ತಿದ್ದೇನೆ. ಬರ ಪರಿಸ್ಥಿತಿ ನಿರ್ವಹಣೆಯಲ್ಲಿ ಯಾವುದೇ ತೊಂದರೆ ಉಂಟಾಗದಂತೆ ಎಲ್ಲಾ ಜಿಲ್ಲೆಗಳ ಜಿಲ್ಲಾಧಿಕಾರಿಗಳಿಗೆ ಸೂಚನೆ ನೀಡಲಾಗಿದೆ. ಕಳೆದ ಎರಡು-ಮೂರು ವರ್ಷಗಳಲ್ಲಿ ರೈತರಿಗೆ ಹೆಚ್ಚಿನ ಪ್ರಮಾಣದ ಪರಿಹಾರ ಒದಗಿಸಲಾಗಿದೆ ಎಂದು ಹೇಳಿದರು. bbox=[1097, 952, 1680, 989]
right-h6: SIR ಅರ್ಜಿಗಳ ಶೇ.100ರಷ್ಟು ಡಿಜಿಟಲೀಕರಣ ಪೂರ್ಣ bbox=[1179, 1584, 1599, 1611]
right-h5: ನಾನು ಸಚಿವ, ಪರಿಷತ್ ಸಭಾಪತಿ ಸ್ಥಾನದ ಆಕಾಂಕ್ಷಿಯಾಗಿರಲಿಲ್ಲ bbox=[1158, 1480, 1619, 1507]
right-h4a: ತುಮಕೂರಲ್ಲೇ ಬೆಂಗಳೂರಿನ 2ನೇ ಏರ್‌ಪೋರ್ಟ್ bbox=[1208, 1156, 1569, 1184]
story3-photo-portrait bbox=[306, 1550, 449, 1848]
story1-col2: ಪಾಲ್ಗೊಳ್ಳುತ್ತಿರುವುದು ಅಭಿನಂದನೀಯವಾದುದು ಎಂದರು. ಮುಖ್ಯ ಅತಿಥಿಗಳಾಗಿ ಆಗಮಿಸಿದ್ದ ಹಿರಿಯ ಜಾನಪದ ಕಲಾವಿದ ವಿಶ್ವೇಶ್ವರಿ ಹಿರೇಮಠ ಮಾತನಾಡುತ್ತ ಹೆಣ್ಣು ಮಕ್ಕಳಿಂದ ಸಮಾಜ ಹೆಚ್ಚು ಸಂಸ್ಕಾರ ಭರಿತವಾಗಿದೆ. bbox=[319, 174, 699, 197]
page-number: 02 bbox=[65, 62, 104, 97]
right-h1b: 'ಸಮೃದ್ಧ' ಖಾತೆಗಳಿಗಾಗಿ ದೆಹಲಿಗೆ ದೌಡು bbox=[1147, 208, 1631, 252]
masthead bbox=[65, 60, 1665, 99]
masthead-rule bbox=[65, 103, 1665, 106]
issue-date: ಮಂಗಳವಾರ, 11 ಆಗಸ್ಟ್ 2026 bbox=[121, 66, 353, 90]
story2-headline: "ನಶಾ ಮುಕ್ತ ಯುವ-ವಿಕಸಿತ ಭಾರತ" ಕಾರ್ಯಕ್ರಮ bbox=[163, 658, 976, 717]
banner-line2: ಕ್ರಾಂತಿವೀರ ಬಿ.ಸಿ. ಕಲ್ಲರ ಸ್ಮಾರಕ bbox=[507, 1598, 776, 1630]
right-divider-5 bbox=[1097, 1574, 1680, 1576]
story3-photo-stage bbox=[457, 1550, 824, 1848]
story1-photo bbox=[319, 263, 815, 517]
story1-rule bbox=[73, 166, 1065, 168]
story3-col1: ಸಂಗ್ರಾಮ ವಾರ್ತೆ, ಧಾರವಾಡ: ಗಾಂಧೀಜಿ ಮತ್ತು ಸುಭಾಷ್‌ಚಂದ್ರ ಬೋಸರ ಹೇಳಿಕೆಗಳು ಮೈಲಾರ ಮಹಾದೇವಪ್ಪನವರ ವ್ಯಕ್ತಿತ್ವದ ಮೇಲೆ ಗಾಢವಾದ ಪರಿಣಾಮ ಬೀರಿ ಅವರನ್ನು ಹೋರಾಟಕ್ಕೆ ಪ್ರೇರೇಪಿಸಿದ್ದವು ಎಂದು ಧಾರವಾಡದ ಕರ್ನಾಟಕ ವಿದ್ಯಾವರ್ಧಕ ಸಂಘದ ಅಧ್ಯಕ್ಷ ಚಂದ್ರಕಾಂತ ಬೆಲ್ಲದ ಹೇಳಿದರು. ಕರ್ನಾಟಕ ವಿದ್ಯಾವರ್ಧಕ ಸಂಘದಲ್ಲಿ ಕ್ರಾಂತಿವೀರ ಬಿ.ಸಿ. ಕಲ್ಲರ ಸ್ಮಾರಕ ದತ್ತಿ ಅಂಗವಾಗಿ ದಿ. 9ರಂದು ಆಯೋಜಿಸಿದ್ದ ಕಾರ್ಯಕ್ರಮದಲ್ಲಿ 'ಚಲೇಜಾವ್' ಚಳುವಳಿಯ ಹುತಾತ್ಮ ಮೈಲಾರ ಮಹಾದೇವಪ್ಪನವರ ಸ್ಮರಣೆ ವಿಷಯ ಕುರಿತು ಉಪನ್ಯಾಸ ನೀಡಿ ಮಾತನಾಡಿದರು. ಅಂದಿನ ಶಿಕ್ಷಣ ಪದ್ಧತಿಯನ್ನು ವಿರೋಧಿಸಿ ವಿದೇಶಿ ವಸ್ತುಗಳನ್ನು ಬಹಿಷ್ಕರಿಸಿದ ಮೈಲಾರ ಮಹಾದೇವಪ್ಪನವರು ಸ್ವಾತಂತ್ರ್ಯ ಸಂಗ್ರಾಮದಲ್ಲಿ ಭಾಗವಹಿಸಿ ಜೈಲುವಾಸ ಅನುಭವಿಸಿದರು. ದೇಶಕ್ಕಾಗಿ ತಮ್ಮ ಪ್ರಾಣವನ್ನೇ ಅರ್ಪಿಸಿದರು ಎಂದು ಸ್ಮರಿಸಿದರು. bbox=[73, 1551, 298, 1695]
right-h2a: ಬಿಡದಿ ಟೌನ್‌ಶಿಪ್ ಯೋಜನೆ ಬಗ್ಗೆ: ಬಿಜೆಪಿ-ಜೆಡಿಎಸ್ bbox=[1179, 544, 1598, 573]
story3-headline: ಮೈಲಾರ ಮಹಾದೇವಪ್ಪರ ವ್ಯಕ್ತಿತ್ವದ ಮೇಲೆ ಗಾಂಧೀಜಿ, ನೇತಾಜಿ ವಿಚಾರಗಳ ಪ್ರಭಾವ bbox=[131, 1494, 1008, 1533]
story1-bottom: ಹುಬ್ಬಳ್ಳಿ-ಧಾರವಾಡದಲ್ಲಿರುವ ಮಹಿಳಾ ಸಂಘಗಳನ್ನು ಬೇರೆ ಬೇರೆ ನಗರಗಳಲ್ಲೂ ಅವರು ಜಾನಪದ ಕಲೆಗಳನ್ನು ಉತ್ತರ ಕರ್ನಾಟಕದಿಂದಲೇ ಮಹಿಳೆಯರು ಹಬ್ಬ ಮಾಡುವ ಸಂಪ್ರದಾಯ ಕಾರ್ಯಕ್ರಮದಲ್ಲಿ ಹಿರಿಯ ಲೇಖಕಿ ಭಾರತಿ ಕುಲಕರ್ಣಿ ಪ್ರಾಸ್ತಾವಿಕವಾಗಿ ಮಾತನಾಡಿದರು. ಸಂಧ್ಯಾ ಮಹಿಳಾ ಮಂಡಳದ ಸದಸ್ಯರು ಹಾಜರಿದ್ದರು. ಕಾರ್ಯಕ್ರಮದಲ್ಲಿ ನೆಲೆಕೆಟ್ಟು ಗಾಯನ ಜಾನಪದ ಕಲಾವಿದರು ಹಾಡುಗಳನ್ನು ಪ್ರಸ್ತುತಪಡಿಸಿದರು. ಚಂದ್ರಕಲಾ ದೇವಳಿ, ಸೋಮಣ್ಣ, ಶಶಿಕಲಾ ನಾಯ್ಕ ಅವರು ಹಾಗೂ ವಿವಿಧ ಮಹಿಳಾ ಸಂಘಗಳ ಪದಾಧಿಕಾರಿಗಳು ಭಾಗವಹಿಸಿದ್ದರು. ಅವರ ಕಾರ್ಯಕ್ರಮ ನಿರೂಪಿಸಿದರು. ರಾಜೇಶ್ವರಿ ಸಾಲಿಮಠ ಸ್ವಾಗತಿಸಿದರು. ಶ್ರೀಮತಿ ಭಾರತಿ ಕುಲಕರ್ಣಿ ವಂದಿಸಿದರು. bbox=[319, 525, 815, 576]
story1-end-rule bbox=[73, 647, 1065, 649]
right-divider-1 bbox=[1097, 534, 1680, 536]
story2-photo bbox=[306, 733, 824, 983]
banner-line1: ಕರ್ನಾಟಕ ವಿದ್ಯಾವರ್ಧಕ ಸಂಘ ಧಾರವಾಡ bbox=[535, 1560, 747, 1579]
story1-col3: ಹೊಸ ಹಾಡುಗಳನ್ನು ಹುಡುಕಿ, ಪುನರಾವರ್ತನೆಗೊಳಿಸಬೇಕು. ಜನಪದ ಹಾಡುಗಳನ್ನು ಹಾಡುವ ಮೂಲಕ ಮೂಲ ಜನಪದವನ್ನು ಬೆಳೆಸಬೇಕಾಗಿದೆ ಎಂದರು. bbox=[712, 174, 1065, 197]
paper-name: ಇಂಡಿಪೆಂಡೆಂಟ್ ಸಂಗ್ರಾಮ bbox=[1440, 66, 1616, 91]
story2-end-rule bbox=[73, 1481, 1065, 1484]
story2-rule bbox=[73, 724, 1065, 726]
story3-rule bbox=[73, 1542, 1065, 1543]
right-b6: ಎಸ್‌ಐಆರ್ ಮಾಹಿತಿಯನ್ನು ಹಂಚಿಕೊಳ್ಳಲು ಸಾಧ್ಯವಾಗದ 'ನೋ ಮ್ಯಾಪಿಂಗ್' ವಿಭಾಗದಲ್ಲಿ ದಾಖಲಾಗಿರುವ ಮತದಾರರಿಗೆ ಮುಂದಿನ ಹಂತದಲ್ಲಿ ನೋಟಿಸ್ ನೀಡಲಾಗುತ್ತದೆ ಎಂದು ತಿಳಿಸಲಾಗಿದೆ. ಚುನಾವಣಾ ಆಯೋಗದ ವೆಬ್‌ಸೈಟ್‌ನಲ್ಲಿ ಲಭ್ಯವಿರುವ ಮಾಹಿತಿಯ ಪ್ರಕಾರ ASDDO ಪಟ್ಟಿಯಲ್ಲಿರುವ ವಿವರಗಳನ್ನು ಪರಿಶೀಲಿಸಲು ಮತದಾರರಿಗೆ ಅವಕಾಶ ನೀಡಲಾಗಿದೆ. ಮತದಾರರ ಪಟ್ಟಿಯಲ್ಲಿ ಹೆಸರು ಸಂಬಂಧಿಸಿದ ಮಾಹಿತಿ ಪಡೆಯಲು ASDDO ಪಟ್ಟಿಯಲ್ಲಿ ಸೇರಿದ್ದರೆ, ನಿಗದಿತ ಅವಧಿಯೊಳಗೆ ಅಗತ್ಯ ದಾಖಲೆಗಳನ್ನು ಸಲ್ಲಿಸಬೇಕು. bbox=[1097, 1620, 1680, 1657]
story3-col2: ಗಾಂಧೀಜಿ ಆರಂಭಿಸಿದ ಉಪ್ಪಿನ ಸತ್ಯಾಗ್ರಹದಲ್ಲಿ ಸ್ವಯಂಪ್ರೇರಿತರಾಗಿ ಪಾಲ್ಗೊಂಡ ಕರ್ನಾಟಕದಿಂದ ಪ್ರತಿನಿಧಿಸಿದ ವ್ಯಕ್ತಿ. 18 ರ ಯುವಕ ಮೈಲಾರ ಮಹಾದೇವಪ್ಪನವರು ಸತ್ಯಾಗ್ರಹದಲ್ಲಿ 24 ದಿನಗಳ ಕಾಲ ಗಾಂಧೀಜಿಯವರೊಂದಿಗೆ ಪಾದಯಾತ್ರೆ ಮಾಡಿದರು. ಹೋರಾಟದ ಹಾದಿಯಲ್ಲಿ ಹಲವು ಬಾರಿ ಸೆರೆವಾಸ ಅನುಭವಿಸಿದರು. ಬ್ರಿಟಿಷರ ವಿರುದ್ಧ ಹೋರಾಡಿ ಹುತಾತ್ಮರಾದರು. ಗಾಂಧೀಜಿಯವರ ಸತ್ಯ ಮತ್ತು ಅಹಿಂಸೆಯ ತತ್ವಗಳು ಅವರ ಜೀವನದ ದಾರಿದೀಪವಾಗಿದ್ದವು ಎಂದರು. bbox=[306, 1855, 561, 1933]
right-h2b: ಅಪಪ್ರಚಾರ, ರೈತರ ಭೂಮಿ ಬಲವಂತವಾಗಿ ಪಡೆಯಲ್ಲ bbox=[1177, 578, 1601, 607]
banner-line3: ದತ್ತಿ ಕಾರ್ಯಕ್ರಮ bbox=[568, 1642, 714, 1673]
paper-logo-icon bbox=[1415, 68, 1434, 89]
